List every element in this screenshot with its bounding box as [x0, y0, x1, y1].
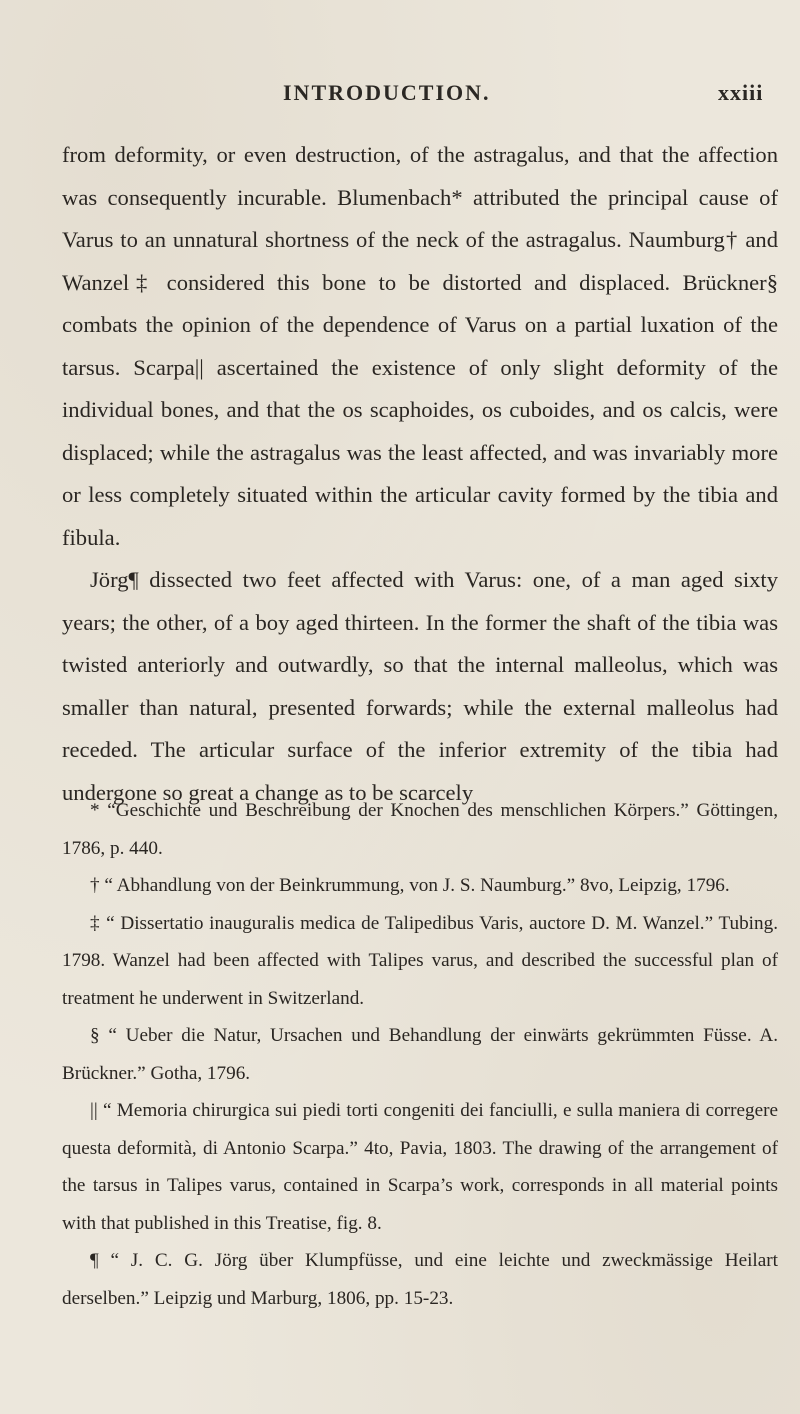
- footnote: || “ Memoria chirurgica sui piedi torti congeniti dei fanciulli, e sulla maniera di corregere questa deformità, di Antonio Scarpa.” 4to, Pavia, 1803. The drawing of the arrangement of the tarsus in Talipes varus, contained in Scarpa’s work, corresponds in all material points with that published in this Treatise, fig. 8.: [62, 1100, 778, 1234]
- footnote: * “Geschichte und Beschreibung der Knochen des menschlichen Körpers.” Göttingen, 1786, p. 440.: [62, 800, 778, 859]
- page-header: [0, 80, 800, 120]
- footnote: ¶ “ J. C. G. Jörg über Klumpfüsse, und eine leichte und zweckmässige Heilart derselben.” Leipzig und Marburg, 1806, pp. 15-23.: [62, 1250, 778, 1309]
- body-paragraph: Jörg¶ dissected two feet affected with Varus: one, of a man aged sixty years; the other, of a boy aged thirteen. In the former the shaft of the tibia was twisted anteriorly and outwardly, so that the internal malleolus, which was smaller than natural, presented forwards; while the external malleolus had receded. The articular surface of the inferior extremity of the tibia had undergone so great a change as to be scarcely: [62, 567, 778, 805]
- body-paragraph: from deformity, or even destruction, of the astragalus, and that the affection was consequently incurable. Blumenbach* attributed the principal cause of Varus to an unnatural shortness of the neck of the astragalus. Naumburg† and Wanzel‡ considered this bone to be distorted and displaced. Brückner§ combats the opinion of the dependence of Varus on a partial luxation of the tarsus. Scarpa|| ascertained the existence of only slight deformity of the individual bones, and that the os scaphoides, os cuboides, and os calcis, were displaced; while the astragalus was the least affected, and was invariably more or less completely situated within the articular cavity formed by the tibia and fibula.: [62, 142, 778, 550]
- body-text: [62, 134, 778, 814]
- footnotes: [62, 792, 778, 1317]
- running-head: INTRODUCTION.: [283, 80, 491, 105]
- footnote: § “ Ueber die Natur, Ursachen und Behandlung der einwärts gekrümmten Füsse. A. Brückner.” Gotha, 1796.: [62, 1025, 778, 1084]
- page-number: xxiii: [718, 80, 764, 105]
- footnote: † “ Abhandlung von der Beinkrummung, von J. S. Naumburg.” 8vo, Leipzig, 1796.: [90, 875, 730, 896]
- footnote: ‡ “ Dissertatio inauguralis medica de Talipedibus Varis, auctore D. M. Wanzel.” Tubing. 1798. Wanzel had been affected with Talipes varus, and described the successful plan of treatment he underwent in Switzerland.: [62, 912, 778, 1009]
